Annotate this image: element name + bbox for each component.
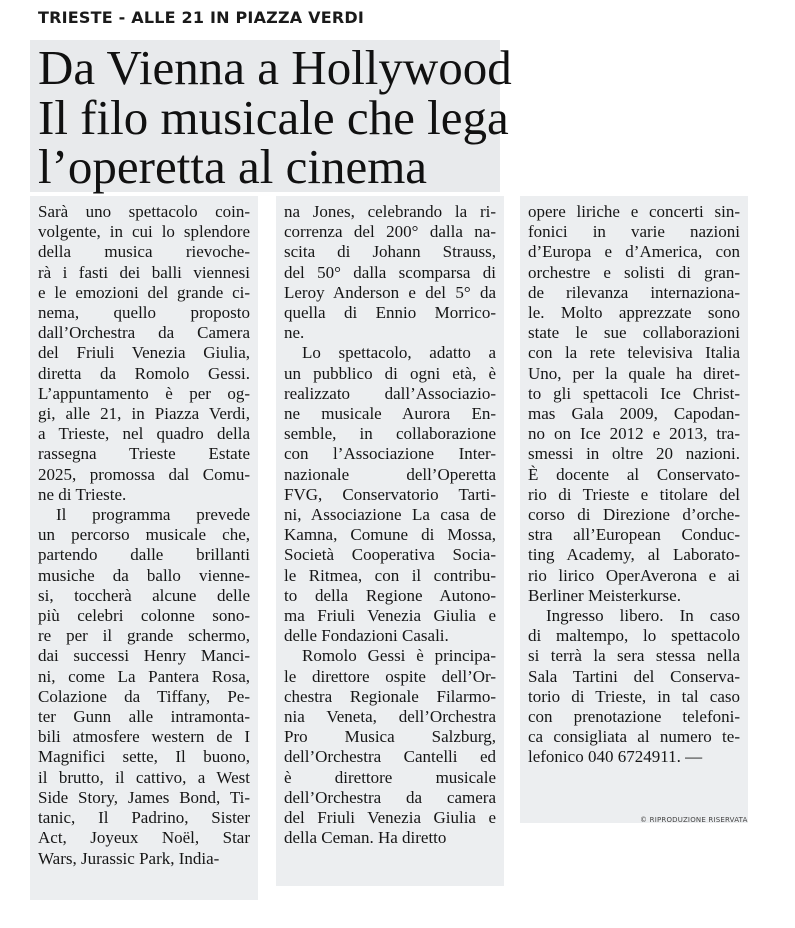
article-text-line: Il programma prevede [56,505,250,525]
article-text-line: Act, Joyeux Noël, Star [38,828,250,848]
article-text-line: corso di Direzione d’orche- [528,505,740,525]
article-text-line: rà i fasti dei balli viennesi [38,262,250,282]
article-text-line: del Friuli Venezia Giulia, [38,343,250,363]
article-text-line: L’appuntamento è per og- [38,383,250,403]
article-text-line: musiche da ballo vienne- [38,565,250,585]
article-text-line: opere liriche e concerti sin- [528,202,740,221]
article-text-line: bili atmosfere western de I [38,727,250,747]
article-text-line: stra all’European Conduc- [528,525,740,545]
article-text-line: le direttore ospite dell’Or- [284,666,496,686]
article-text-line: dai successi Henry Manci- [38,646,250,666]
article-text-line: volgente, in cui lo splendore [38,222,250,242]
article-text-line: diretta da Romolo Gessi. [38,363,250,383]
article-text-line: Side Story, James Bond, Ti- [38,787,250,807]
article-text-line: scita di Johann Strauss, [284,242,496,262]
article-text-line: ter Gunn alle intramonta- [38,707,250,727]
article-text-line: dall’Orchestra da Camera [38,323,250,343]
article-text-line: Berliner Meisterkurse. [528,585,681,605]
article-text-line: nema, quello proposto [38,303,250,323]
article-text-line: ne di Trieste. [38,484,127,504]
article-text-line: Kamna, Comune di Mossa, [284,525,496,545]
article-text-line: un percorso musicale che, [38,525,250,545]
article-text-line: del Friuli Venezia Giulia e [284,808,496,828]
article-text-line: Colazione da Tiffany, Pe- [38,686,250,706]
article-text-line: il brutto, il cattivo, a West [38,767,250,787]
article-text-line: ne musicale Aurora En- [284,404,496,424]
article-text-line: si, toccherà alcune delle [38,585,250,605]
article-text-line: state le sue collaborazioni [528,323,740,343]
copyright-notice: © RIPRODUZIONE RISERVATA [640,816,748,824]
article-text-line: semble, in collaborazione [284,424,496,444]
article-text-line: orchestre e solisti di gran- [528,262,740,282]
article-text-line: na Jones, celebrando la ri- [284,202,496,221]
headline-line-1: Da Vienna a Hollywood [38,40,512,95]
article-text-line: de rilevanza internaziona- [528,282,740,302]
article-text-line: smessi in oltre 20 nazioni. [528,444,740,464]
article-text-line: delle Fondazioni Casali. [284,626,449,646]
article-text-line: è direttore musicale [284,767,496,787]
article-text-line: più celebri colonne sono- [38,606,250,626]
article-text-line: si terrà la sera stessa nella [528,646,740,666]
article-text-line: lefonico 040 6724911. — [528,747,703,767]
article-text-line: torio di Trieste, in tal caso [528,686,740,706]
article-text-line: Pro Musica Salzburg, [284,727,496,747]
article-text-line: quella di Ennio Morrico- [284,303,496,323]
headline [30,40,512,194]
article-text-line: realizzato dall’Associazio- [284,383,496,403]
article-text-line: Romolo Gessi è principa- [302,646,496,666]
article-text-line: no on Ice 2012 e 2013, tra- [528,424,740,444]
article-text-line: 2025, promossa dal Comu- [38,464,250,484]
article-text-line: rassegna Trieste Estate [38,444,250,464]
headline-line-2: Il filo musicale che lega [38,90,509,145]
article-text-line: del 50° dalla scomparsa di [284,262,496,282]
article-text-line: nia Veneta, dell’Orchestra [284,707,496,727]
article-text-line: nazionale dell’Operetta [284,464,496,484]
article-text-line: rio di Trieste e titolare del [528,484,740,504]
article-text-line: della musica rievoche- [38,242,250,262]
article-text-line: gi, alle 21, in Piazza Verdi, [38,404,250,424]
article-text-line: con la rete televisiva Italia [528,343,740,363]
article-text-line: con l’Associazione Inter- [284,444,496,464]
article-text-line: Wars, Jurassic Park, India- [38,848,220,868]
article-text-line: rio lirico OperAverona e ai [528,565,740,585]
article-text-line: Magnifici sette, Il buono, [38,747,250,767]
article-text-line: ting Academy, al Laborato- [528,545,740,565]
article-text-line: d’Europa e d’America, con [528,242,740,262]
article-column-1 [30,196,258,900]
article-text-line: Ingresso libero. In caso [546,606,740,626]
headline-line-3: l’operetta al cinema [38,139,428,194]
article-text-line: le. Molto apprezzate sono [528,303,740,323]
article-text-line: Lo spettacolo, adatto a [302,343,496,363]
article-text-line: Sala Tartini del Conserva- [528,666,740,686]
article-text-line: Uno, per la quale ha diret- [528,363,740,383]
article-text-line: ni, come La Pantera Rosa, [38,666,250,686]
article-text-line: Leroy Anderson e del 5° da [284,282,496,302]
article-text-line: Società Cooperativa Socia- [284,545,496,565]
article-text-line: ca consigliata al numero te- [528,727,740,747]
article-text-line: le Ritmea, con il contribu- [284,565,496,585]
article-text-line: mas Gala 2009, Capodan- [528,404,740,424]
article-text-line: ne. [284,323,305,343]
article-text-line: con prenotazione telefoni- [528,707,740,727]
article-text-line: È docente al Conservato- [528,464,740,484]
article-text-line: un pubblico di ogni età, è [284,363,496,383]
article-text-line: dell’Orchestra Cantelli ed [284,747,496,767]
article-text-line: partendo dalle brillanti [38,545,250,565]
article-text-line: ma Friuli Venezia Giulia e [284,606,496,626]
article-text-line: Sarà uno spettacolo coin- [38,202,250,221]
article-text-line: a Trieste, nel quadro della [38,424,250,444]
article-text-line: re per il grande schermo, [38,626,250,646]
article-text-line: della Ceman. Ha diretto [284,828,447,848]
article-text-line: di maltempo, lo spettacolo [528,626,740,646]
article-text-line: fonici in varie nazioni [528,222,740,242]
article-text-line: ni, Associazione La casa de [284,505,496,525]
article-text-line: to della Regione Autono- [284,585,496,605]
article-text-line: tanic, Il Padrino, Sister [38,808,250,828]
article-kicker: TRIESTE - ALLE 21 IN PIAZZA VERDI [38,8,364,27]
article-text-line: FVG, Conservatorio Tarti- [284,484,496,504]
article-text-line: correnza del 200° dalla na- [284,222,496,242]
article-text-line: e le emozioni del grande ci- [38,282,250,302]
article-text-line: to gli spettacoli Ice Christ- [528,383,740,403]
article-text-line: dell’Orchestra da camera [284,787,496,807]
article-column-3 [520,196,748,823]
article-column-2 [276,196,504,886]
article-text-line: chestra Regionale Filarmo- [284,686,496,706]
